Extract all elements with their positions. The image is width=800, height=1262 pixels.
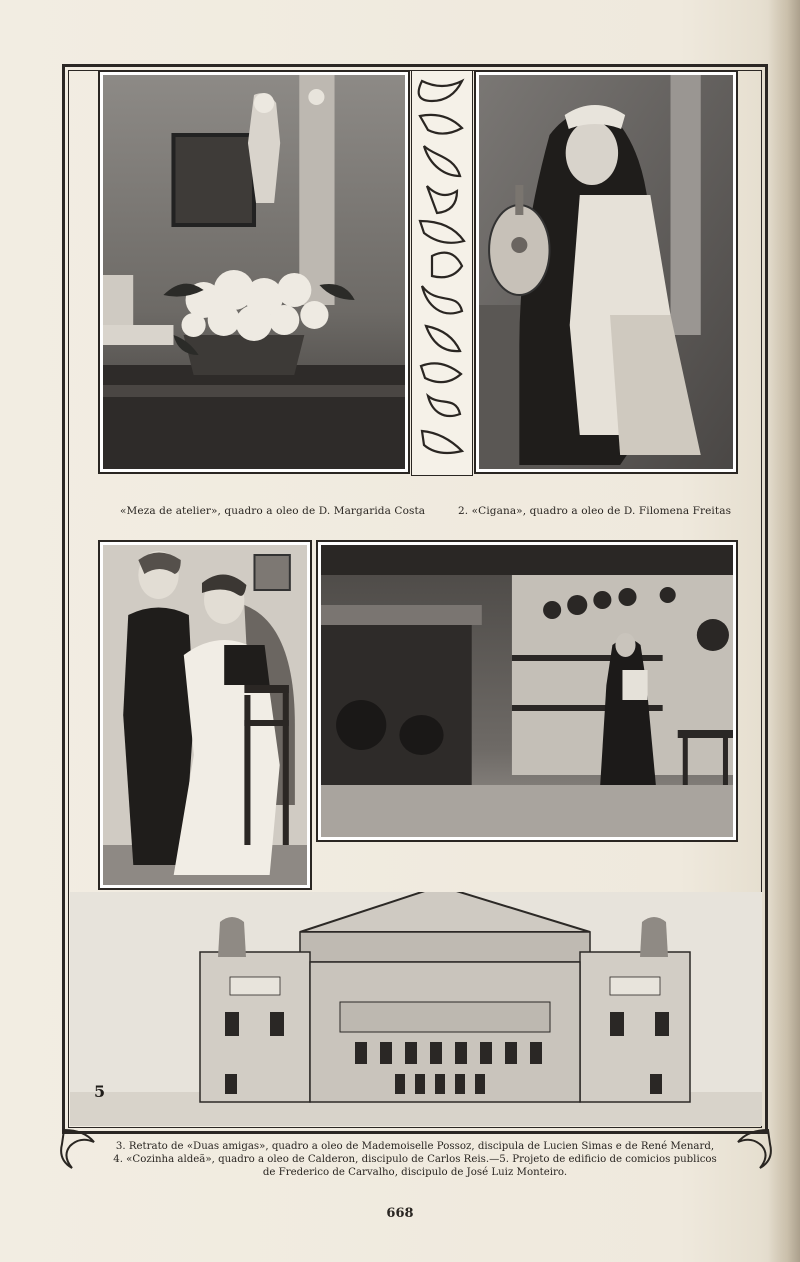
caption-photo-2: 2. «Cigana», quadro a oleo de D. Filomena Freitas [458,505,732,517]
caption-line-1: 3. Retrato de «Duas amigas», quadro a oleo de Mademoiselle Possoz, discipula de Lucien Simas e de René Menard, [115,1141,715,1152]
figure-number-5: 5 [94,1082,106,1101]
caption-line-3: de Frederico de Carvalho, discipulo de José Luiz Monteiro. [262,1167,568,1178]
photo-meza-de-atelier [98,70,410,474]
caption-line-2: 4. «Cozinha aldeã», quadro a oleo de Calderon, discipulo de Carlos Reis.—5. Projeto de edificio de comicios publicos [113,1154,717,1165]
photo-cozinha-aldea [316,540,738,842]
page-number: 668 [386,1206,414,1221]
photo-duas-amigas [98,540,312,890]
decorative-ornament-strip [411,70,473,476]
caption-photo-1: «Meza de atelier», quadro a oleo de D. Margarida Costa [120,505,426,517]
book-spine-shadow [768,0,800,1262]
photo-cigana [474,70,738,474]
photo-edificio-comicios [70,892,762,1126]
bottom-caption [70,1140,760,1179]
